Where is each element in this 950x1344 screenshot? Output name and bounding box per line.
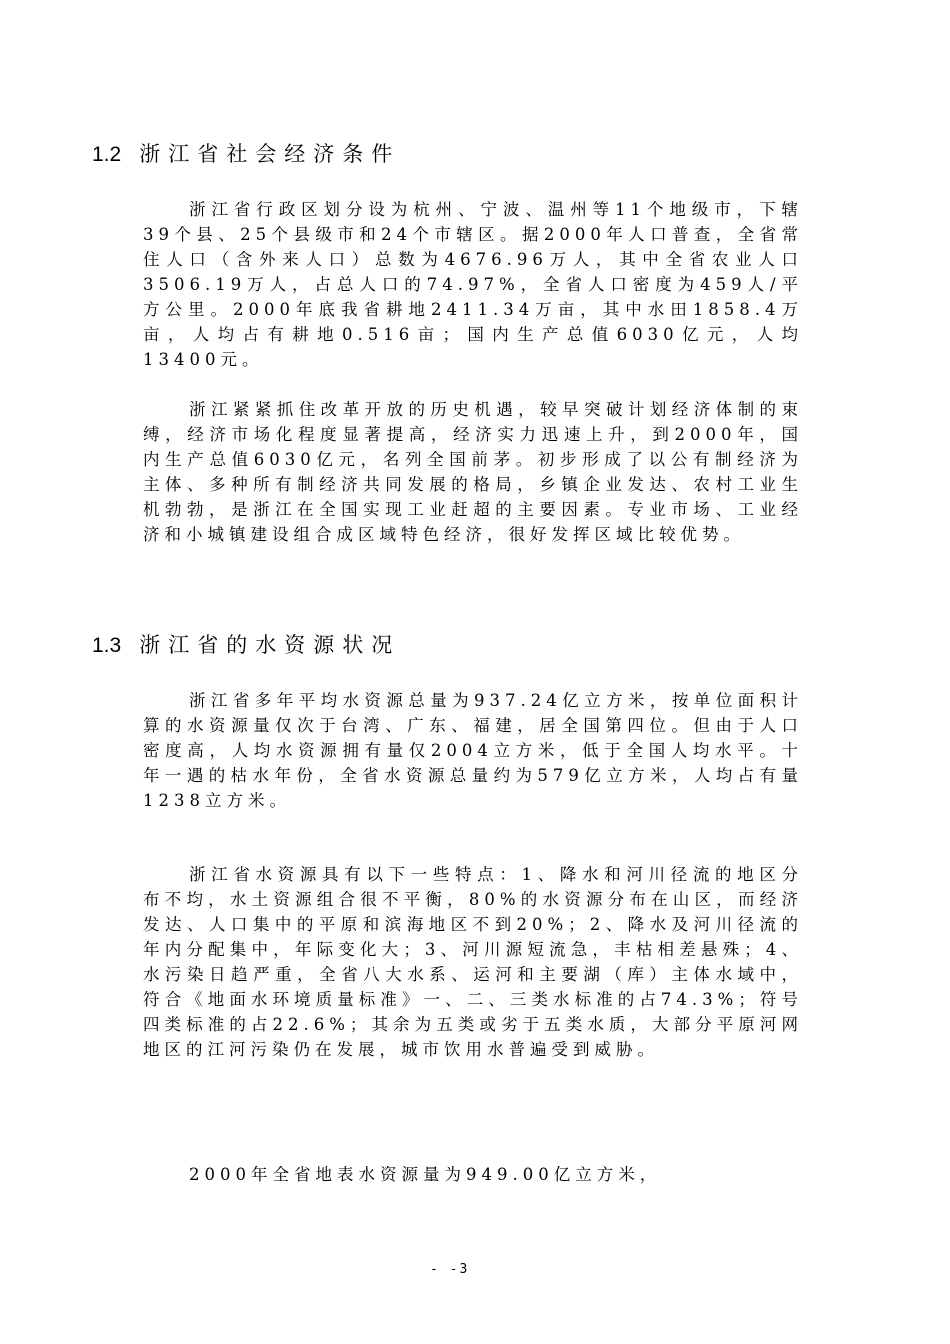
section-title: 浙江省社会经济条件 [139, 142, 401, 166]
paragraph-economy: 浙江紧紧抓住改革开放的历史机遇，较早突破计划经济体制的束缚，经济市场化程度显著提高，经济实力迅速上升，到2000年，国内生产总值6030亿元，名列全国前茅。初步形成了以公有制经济为主体、多种所有制经济共同发展的格局，乡镇企业发达、农村工业生机勃勃，是浙江在全国实现工业赶超的主要因素。专业市场、工业经济和小城镇建设组合成区域特色经济，很好发挥区域比较优势。 [143, 400, 803, 544]
paragraph-surface-water: 2000年全省地表水资源量为949.00亿立方米， [189, 1165, 662, 1184]
page-number: - -3 [430, 1262, 470, 1277]
paragraph-admin-population: 浙江省行政区划分设为杭州、宁波、温州等11个地级市，下辖39个县、25个县级市和24个市辖区。据2000年人口普查，全省常住人口（含外来人口）总数为4676.96万人，其中全省农业人口3506.19万人，占总人口的74.97%，全省人口密度为459人/平方公里。2000年底我省耕地2411.34万亩，其中水田1858.4万亩，人均占有耕地0.516亩；国内生产总值6030亿元，人均13400元。 [143, 200, 803, 369]
section-heading-1-3 [92, 629, 400, 659]
section-heading-1-2 [92, 138, 400, 168]
paragraph-water-features: 浙江省水资源具有以下一些特点：1、降水和河川径流的地区分布不均，水土资源组合很不平衡，80%的水资源分布在山区，而经济发达、人口集中的平原和滨海地区不到20%；2、降水及河川径流的年内分配集中，年际变化大；3、河川源短流急，丰枯相差悬殊；4、水污染日趋严重，全省八大水系、运河和主要湖（库）主体水域中，符合《地面水环境质量标准》一、二、三类水标准的占74.3%；符号四类标准的占22.6%；其余为五类或劣于五类水质，大部分平原河网地区的江河污染仍在发展，城市饮用水普遍受到威胁。 [143, 865, 803, 1059]
paragraph-water-total: 浙江省多年平均水资源总量为937.24亿立方米，按单位面积计算的水资源量仅次于台湾、广东、福建，居全国第四位。但由于人口密度高，人均水资源拥有量仅2004立方米，低于全国人均水平。十年一遇的枯水年份，全省水资源总量约为579亿立方米，人均占有量1238立方米。 [143, 691, 803, 810]
section-number: 1.3 [92, 634, 122, 657]
section-number: 1.2 [92, 143, 122, 166]
section-title: 浙江省的水资源状况 [139, 633, 401, 657]
